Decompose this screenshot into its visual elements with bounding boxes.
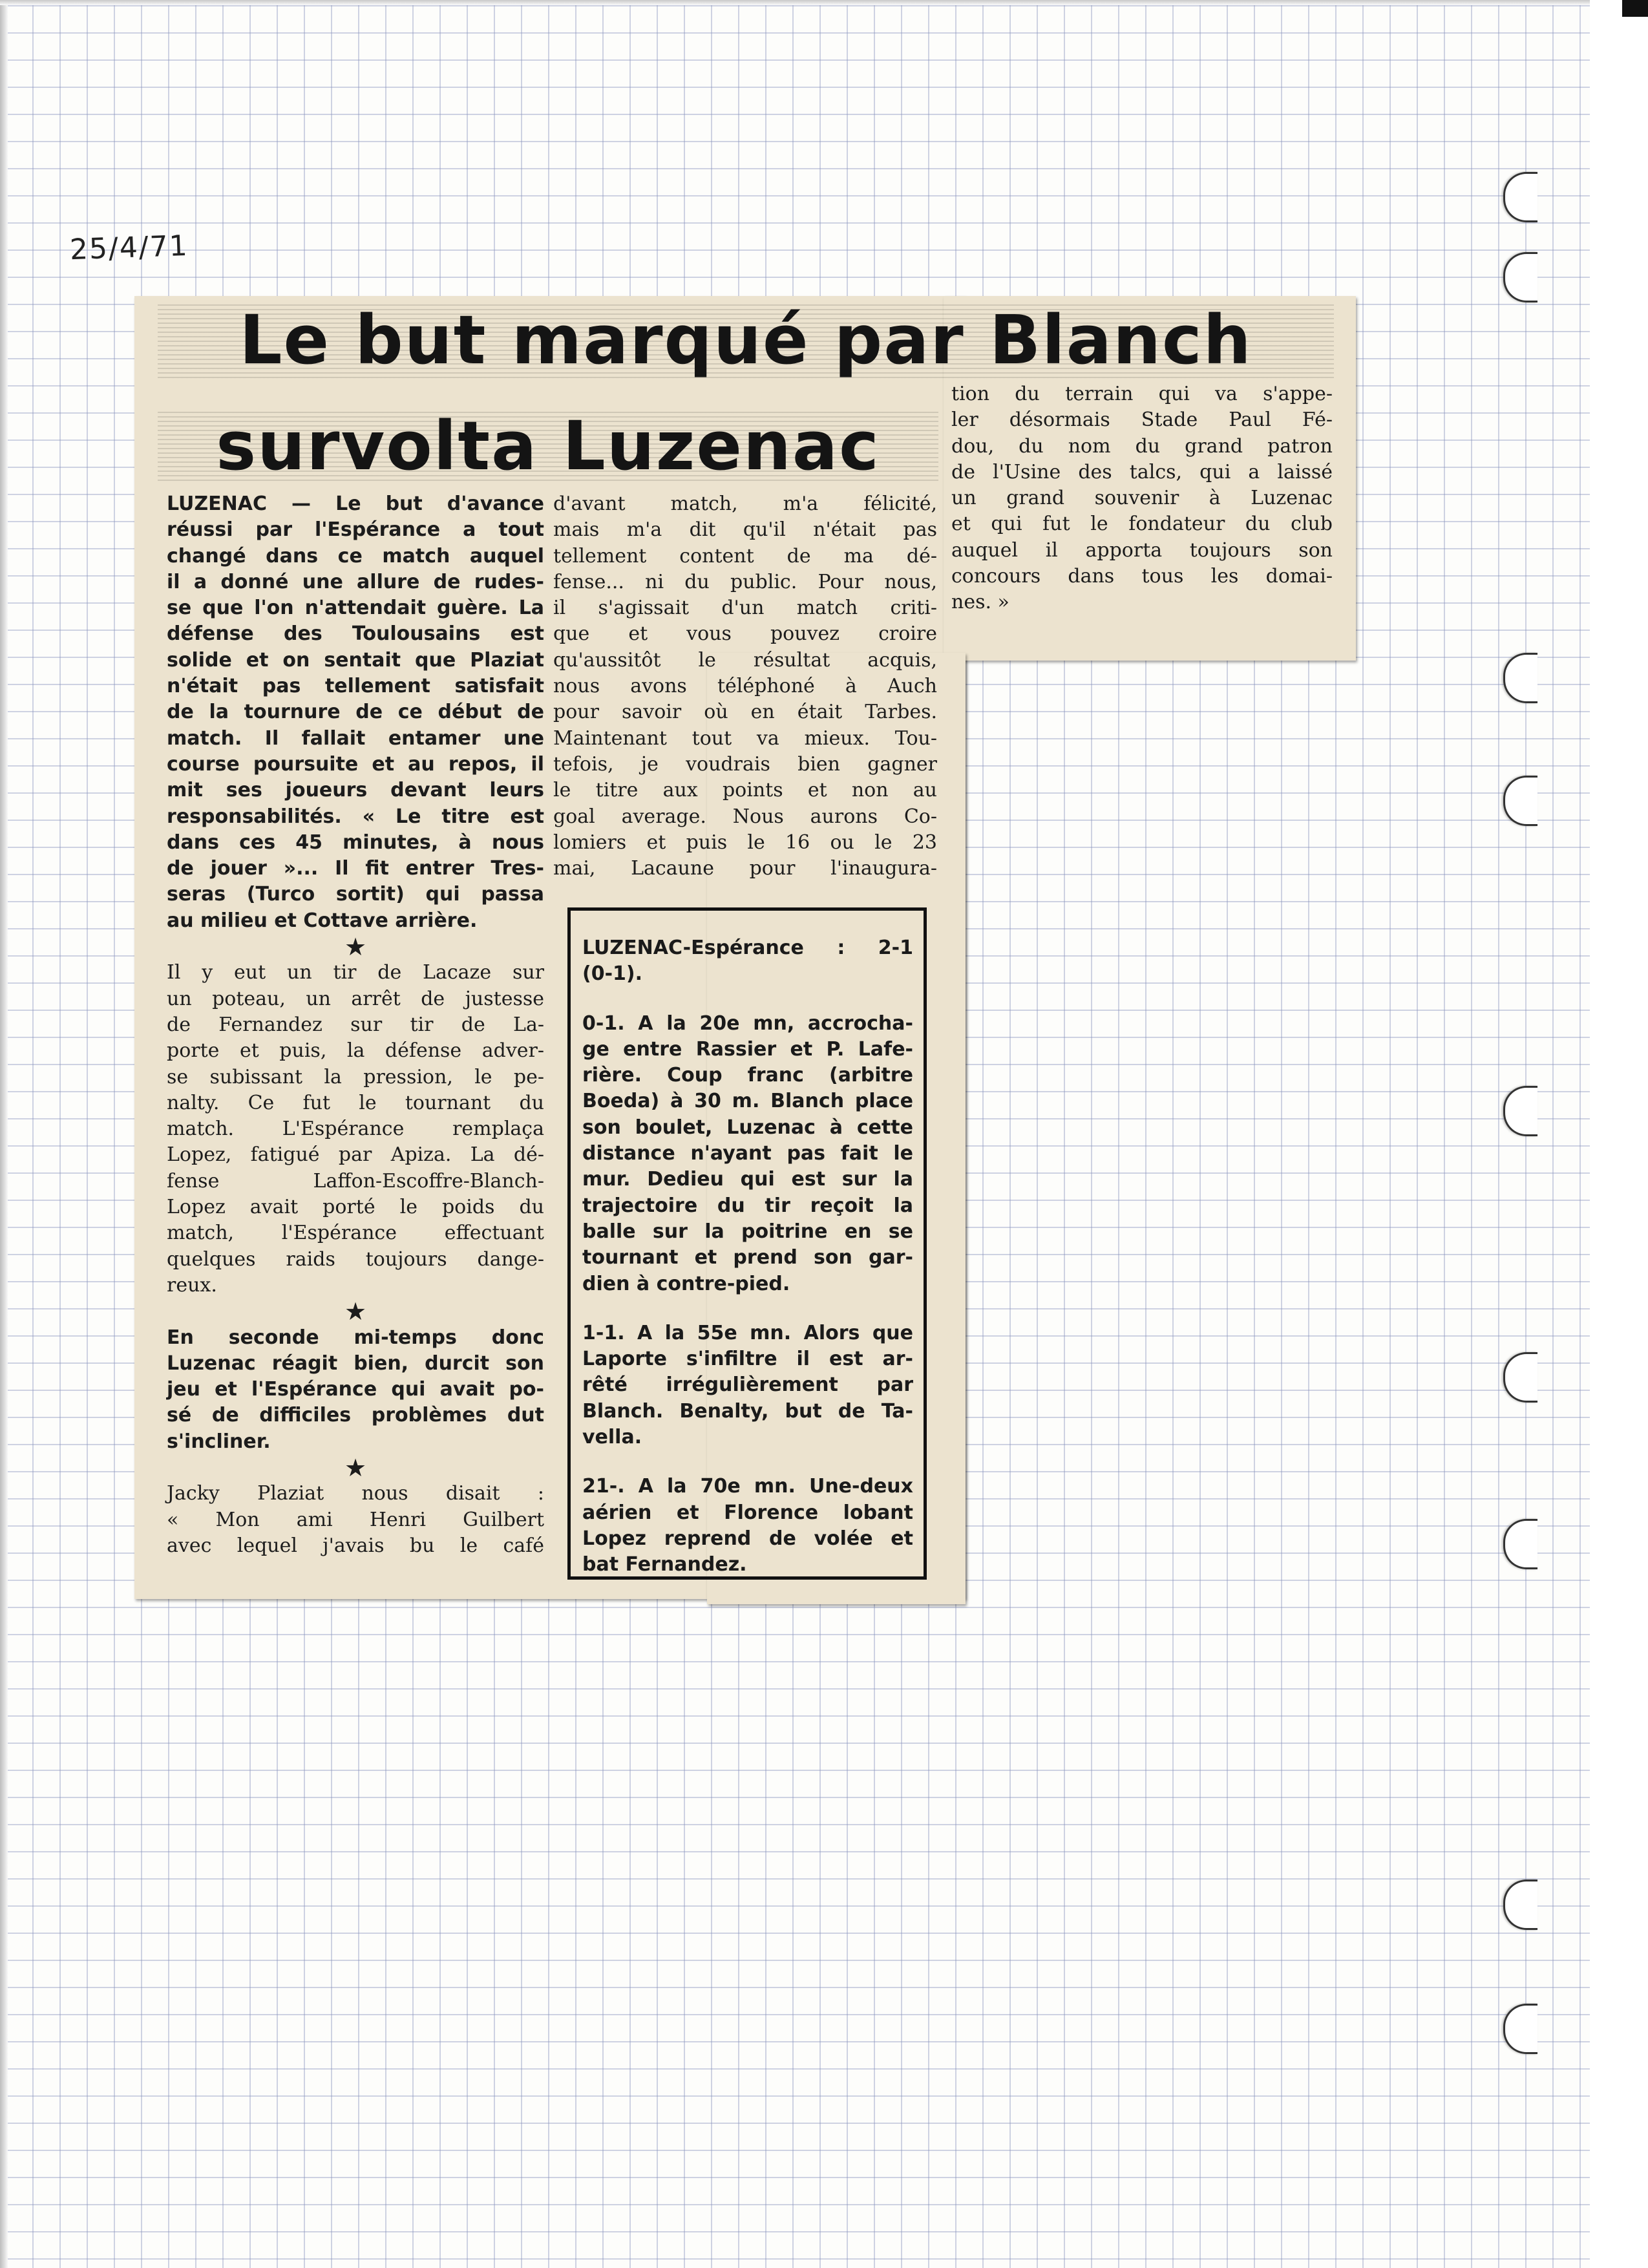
text-line: Laporte s'infiltre il est ar-	[582, 1348, 913, 1371]
score-title: (0-1).	[582, 962, 643, 986]
text-line: il a donné une allure de rudes-	[167, 570, 544, 593]
text-line: seras (Turco sortit) qui passa	[167, 883, 544, 906]
text-line: ler désormais Stade Paul Fé-	[951, 408, 1333, 432]
text-line: un grand souvenir à Luzenac	[951, 487, 1333, 510]
binder-hole	[1503, 252, 1537, 302]
text-line: distance n'ayant pas fait le	[582, 1142, 913, 1165]
text-line: Luzenac réagit bien, durcit son	[167, 1351, 544, 1375]
paragraph	[167, 1325, 544, 1455]
article-column-1	[167, 491, 544, 1559]
text-line: 1-1. A la 55e mn. Alors que	[582, 1321, 913, 1344]
text-line: dans ces 45 minutes, à nous	[167, 831, 544, 854]
headline-line-2: survolta Luzenac	[158, 408, 938, 483]
binder-hole	[1503, 1519, 1537, 1569]
text-line: « Mon ami Henri Guilbert	[167, 1508, 544, 1531]
text-line: match, l'Espérance effectuant	[167, 1222, 544, 1245]
text-line: match. L'Espérance remplaça	[167, 1118, 544, 1141]
article-column-2	[553, 491, 937, 882]
text-line: solide et on sentait que Plaziat	[167, 648, 544, 672]
binder-hole	[1503, 653, 1537, 703]
handwritten-date: 25/4/71	[69, 229, 189, 267]
text-line: Lopez reprend de volée et	[582, 1527, 913, 1550]
text-line: de jouer »... Il fit entrer Tres-	[167, 857, 544, 880]
text-line: qu'aussitôt le résultat acquis,	[553, 648, 937, 672]
text-line: nes. »	[951, 591, 1009, 614]
text-line: et qui fut le fondateur du club	[951, 513, 1333, 536]
text-line: un poteau, un arrêt de justesse	[167, 987, 544, 1010]
lead-paragraph	[167, 491, 544, 934]
binder-hole	[1503, 172, 1537, 222]
text-line: vella.	[582, 1426, 642, 1449]
goal-description	[582, 1011, 913, 1297]
text-line: pour savoir où en était Tarbes.	[553, 701, 937, 724]
text-line: LUZENAC — Le but d'avance	[167, 493, 544, 515]
text-line: match. Il fallait entamer une	[167, 726, 544, 750]
page-margin-right	[1590, 0, 1648, 2268]
score-title: LUZENAC-Espérance : 2-1	[582, 937, 913, 959]
text-line: bat Fernandez.	[582, 1553, 747, 1576]
text-line: d'avant match, m'a félicité,	[553, 493, 937, 515]
text-line: que et vous pouvez croire	[553, 622, 937, 646]
text-line: auquel il apporta toujours son	[951, 538, 1333, 562]
spacer	[582, 988, 913, 1011]
spacer	[582, 1297, 913, 1320]
text-line: course poursuite et au repos, il	[167, 752, 544, 776]
text-line: défense des Toulousains est	[167, 622, 544, 646]
text-line: de l'Usine des talcs, qui a laissé	[951, 460, 1333, 483]
text-line: mais m'a dit qu'il n'était pas	[553, 518, 937, 542]
text-line: tellement content de ma dé-	[553, 544, 937, 567]
text-line: Lopez avait porté le poids du	[167, 1196, 544, 1219]
text-line: se subissant la pression, le pe-	[167, 1065, 544, 1088]
text-line: nous avons téléphoné à Auch	[553, 675, 937, 698]
text-line: il s'agissait d'un match criti-	[553, 597, 937, 620]
text-line: dou, du nom du grand patron	[951, 434, 1333, 458]
text-line: de Fernandez sur tir de La-	[167, 1013, 544, 1036]
text-line: sé de difficiles problèmes dut	[167, 1404, 544, 1427]
binder-hole	[1503, 1880, 1537, 1930]
text-line: aérien et Florence lobant	[582, 1501, 913, 1524]
goal-description	[582, 1474, 913, 1578]
match-summary-box	[567, 907, 927, 1580]
text-line: porte et puis, la défense adver-	[167, 1039, 544, 1063]
scanner-background-corner	[1622, 0, 1648, 17]
spacer	[582, 1450, 913, 1474]
scan-edge-shadow	[0, 0, 8, 2268]
paragraph	[167, 960, 544, 1298]
paragraph	[167, 1481, 544, 1559]
text-line: ge entre Rassier et P. Lafe-	[582, 1037, 913, 1061]
text-line: tion du terrain qui va s'appe-	[951, 383, 1333, 405]
text-line: mit ses joueurs devant leurs	[167, 779, 544, 802]
text-line: Jacky Plaziat nous disait :	[167, 1482, 544, 1505]
text-line: n'était pas tellement satisfait	[167, 675, 544, 698]
text-line: nalty. Ce fut le tournant du	[167, 1091, 544, 1114]
text-line: fense Laffon-Escoffre-Blanch-	[167, 1169, 544, 1192]
text-line: rière. Coup franc (arbitre	[582, 1064, 913, 1087]
text-line: jeu et l'Espérance qui avait po-	[167, 1378, 544, 1401]
text-line: son boulet, Luzenac à cette	[582, 1116, 913, 1139]
text-line: goal average. Nous aurons Co-	[553, 805, 937, 828]
text-line: En seconde mi-temps donc	[167, 1326, 544, 1349]
text-line: avec lequel j'avais bu le café	[167, 1534, 544, 1557]
binder-hole	[1503, 1086, 1537, 1136]
text-line: s'incliner.	[167, 1430, 271, 1453]
article-column-3	[951, 381, 1333, 616]
text-line: tefois, je voudrais bien gagner	[553, 752, 937, 776]
star-separator: ★	[344, 933, 367, 962]
text-line: Lopez, fatigué par Apiza. La dé-	[167, 1143, 544, 1167]
goal-description	[582, 1320, 913, 1450]
text-line: reux.	[167, 1273, 217, 1297]
text-line: lomiers et puis le 16 ou le 23	[553, 831, 937, 854]
text-line: balle sur la poitrine en se	[582, 1220, 913, 1243]
binder-hole	[1503, 776, 1537, 826]
text-line: dien à contre-pied.	[582, 1272, 790, 1295]
text-line: réussi par l'Espérance a tout	[167, 518, 544, 542]
text-line: tournant et prend son gar-	[582, 1246, 913, 1269]
text-line: quelques raids toujours dange-	[167, 1247, 544, 1271]
text-line: de la tournure de ce début de	[167, 701, 544, 724]
star-separator: ★	[344, 1297, 367, 1326]
text-line: se que l'on n'attendait guère. La	[167, 597, 544, 620]
text-line: rêté irrégulièrement par	[582, 1373, 913, 1397]
text-line: changé dans ce match auquel	[167, 544, 544, 567]
text-line: responsabilités. « Le titre est	[167, 805, 544, 828]
headline-line-1: Le but marqué par Blanch	[158, 301, 1334, 379]
text-line: fense... ni du public. Pour nous,	[553, 570, 937, 593]
text-line: mur. Dedieu qui est sur la	[582, 1168, 913, 1191]
star-separator: ★	[344, 1453, 367, 1482]
text-line: Maintenant tout va mieux. Tou-	[553, 726, 937, 750]
text-line: Il y eut un tir de Lacaze sur	[167, 961, 544, 984]
text-line: 21-. A la 70e mn. Une-deux	[582, 1475, 913, 1498]
scan-top-edge	[0, 0, 1648, 5]
text-line: Blanch. Benalty, but de Ta-	[582, 1399, 913, 1423]
text-line: concours dans tous les domai-	[951, 565, 1333, 588]
text-line: mai, Lacaune pour l'inaugura-	[553, 857, 937, 880]
text-line: Boeda) à 30 m. Blanch place	[582, 1090, 913, 1113]
binder-hole	[1503, 2004, 1537, 2054]
text-line: au milieu et Cottave arrière.	[167, 909, 478, 932]
text-line: le titre aux points et non au	[553, 779, 937, 802]
text-line: 0-1. A la 20e mn, accrocha-	[582, 1012, 913, 1035]
binder-hole	[1503, 1352, 1537, 1403]
text-line: trajectoire du tir reçoit la	[582, 1194, 913, 1217]
